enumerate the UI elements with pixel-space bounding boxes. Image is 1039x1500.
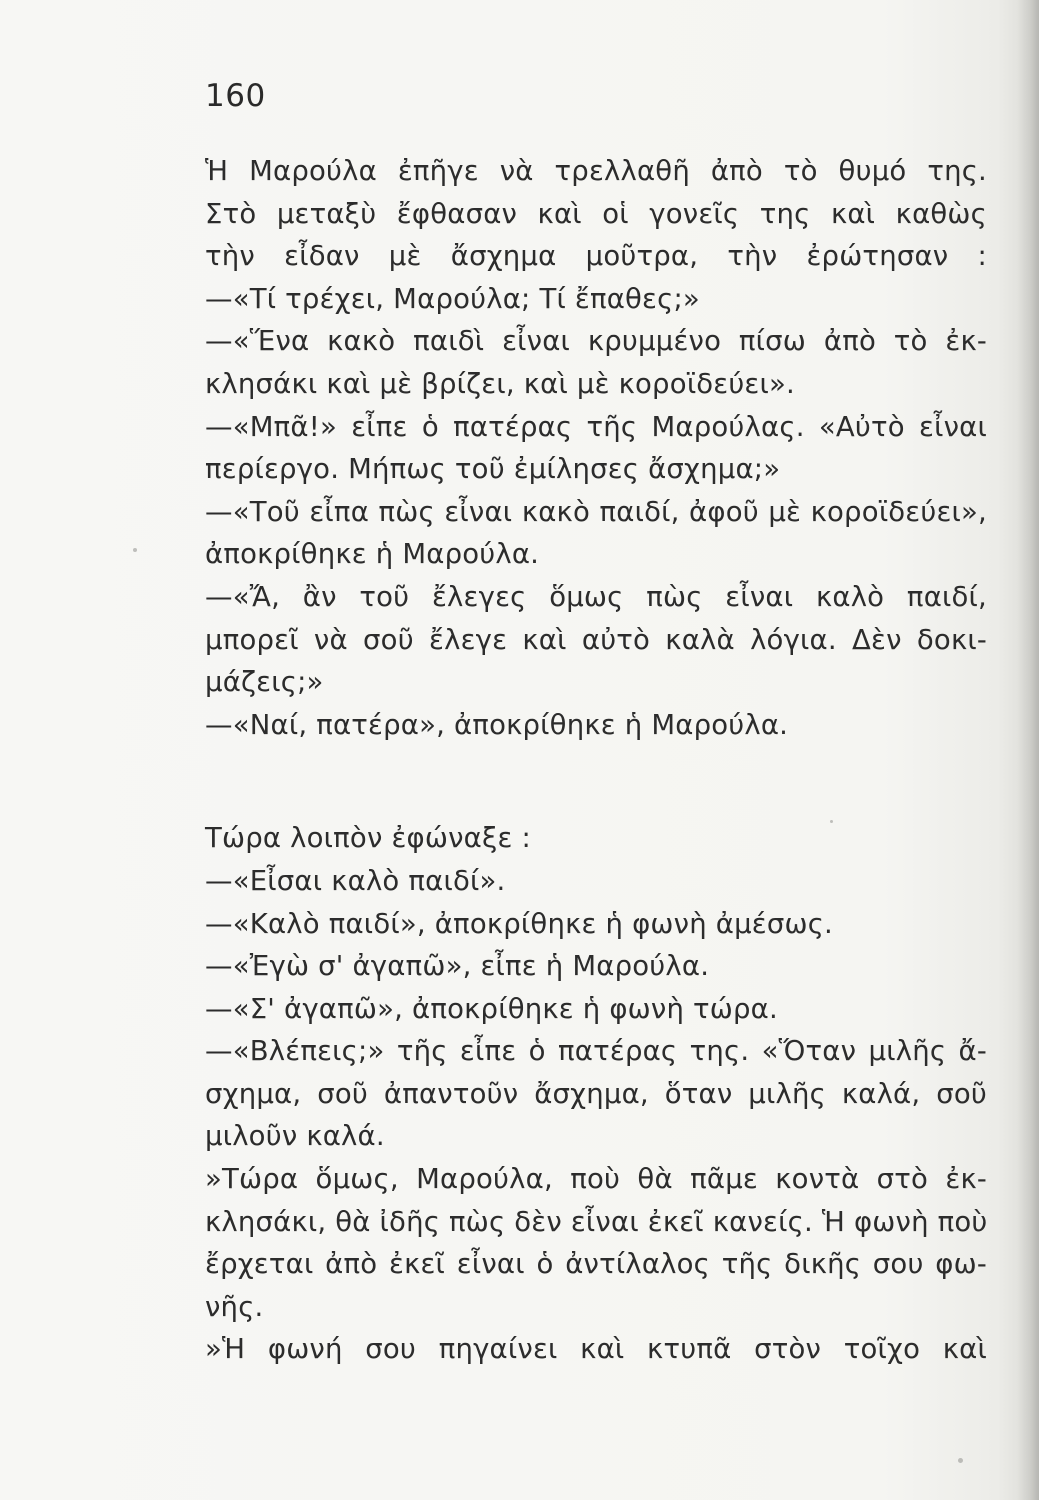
text-line: »Ἡ φωνή σου πηγαίνει καὶ κτυπᾶ στὸν τοῖχο καὶ bbox=[205, 1333, 987, 1366]
page-edge-shadow bbox=[1017, 0, 1039, 1500]
paper-speck bbox=[830, 820, 833, 823]
text-line: μιλοῦν καλά. bbox=[205, 1120, 385, 1153]
text-line: μάζεις;» bbox=[205, 666, 324, 699]
text-line: —«Ἐγὼ σ' ἀγαπῶ», εἶπε ἡ Μαρούλα. bbox=[205, 950, 710, 983]
text-line: περίεργο. Μήπως τοῦ ἐμίλησες ἄσχημα;» bbox=[205, 453, 781, 486]
text-line: —«Μπᾶ!» εἶπε ὁ πατέρας τῆς Μαρούλας. «Αὐτὸ εἶναι bbox=[205, 410, 987, 443]
text-line: —«Βλέπεις;» τῆς εἶπε ὁ πατέρας της. «Ὅταν μιλῆς ἄ- bbox=[205, 1035, 987, 1068]
text-line: —«Εἶσαι καλὸ παιδί». bbox=[205, 864, 506, 897]
text-line: Στὸ μεταξὺ ἔφθασαν καὶ οἱ γονεῖς της καὶ καθὼς bbox=[205, 197, 987, 230]
text-line: Τώρα λοιπὸν ἐφώναξε : bbox=[205, 822, 531, 855]
text-line: —«Ναί, πατέρα», ἀποκρίθηκε ἡ Μαρούλα. bbox=[205, 708, 789, 741]
paper-speck bbox=[133, 548, 137, 552]
text-line: —«Ἄ, ἂν τοῦ ἔλεγες ὅμως πὼς εἶναι καλὸ παιδί, bbox=[205, 580, 987, 613]
text-line: κλησάκι, θὰ ἰδῆς πὼς δὲν εἶναι ἐκεῖ κανείς. Ἡ φωνὴ ποὺ bbox=[205, 1205, 988, 1238]
text-line: σχημα, σοῦ ἀπαντοῦν ἄσχημα, ὅταν μιλῆς καλά, σοῦ bbox=[205, 1077, 987, 1110]
page-body-text bbox=[205, 150, 987, 1371]
page-number: 160 bbox=[205, 78, 266, 114]
text-line: —«Τί τρέχει, Μαρούλα; Τί ἔπαθες;» bbox=[205, 282, 700, 315]
text-line: μπορεῖ νὰ σοῦ ἔλεγε καὶ αὐτὸ καλὰ λόγια. Δὲν δοκι- bbox=[205, 623, 987, 656]
text-line: »Τώρα ὅμως, Μαρούλα, ποὺ θὰ πᾶμε κοντὰ στὸ ἐκ- bbox=[205, 1163, 987, 1196]
text-line: —«Σ' ἀγαπῶ», ἀποκρίθηκε ἡ φωνὴ τώρα. bbox=[205, 992, 778, 1025]
text-line: —«Τοῦ εἶπα πὼς εἶναι κακὸ παιδί, ἀφοῦ μὲ κοροϊδεύει», bbox=[205, 495, 987, 528]
text-line: ἀποκρίθηκε ἡ Μαρούλα. bbox=[205, 538, 540, 571]
text-line: τὴν εἶδαν μὲ ἄσχημα μοῦτρα, τὴν ἐρώτησαν : bbox=[205, 240, 987, 273]
text-line: —«Καλὸ παιδί», ἀποκρίθηκε ἡ φωνὴ ἀμέσως. bbox=[205, 907, 833, 940]
text-line: —«Ἕνα κακὸ παιδὶ εἶναι κρυμμένο πίσω ἀπὸ τὸ ἐκ- bbox=[205, 325, 987, 358]
text-line: νῆς. bbox=[205, 1290, 264, 1323]
text-line: ἔρχεται ἀπὸ ἐκεῖ εἶναι ὁ ἀντίλαλος τῆς δικῆς σου φω- bbox=[205, 1248, 987, 1281]
section-gap bbox=[205, 746, 987, 817]
text-line: κλησάκι καὶ μὲ βρίζει, καὶ μὲ κοροϊδεύει». bbox=[205, 367, 795, 400]
paper-speck bbox=[958, 1458, 963, 1463]
text-line: Ἡ Μαρούλα ἐπῆγε νὰ τρελλαθῆ ἀπὸ τὸ θυμό της. bbox=[205, 155, 987, 187]
